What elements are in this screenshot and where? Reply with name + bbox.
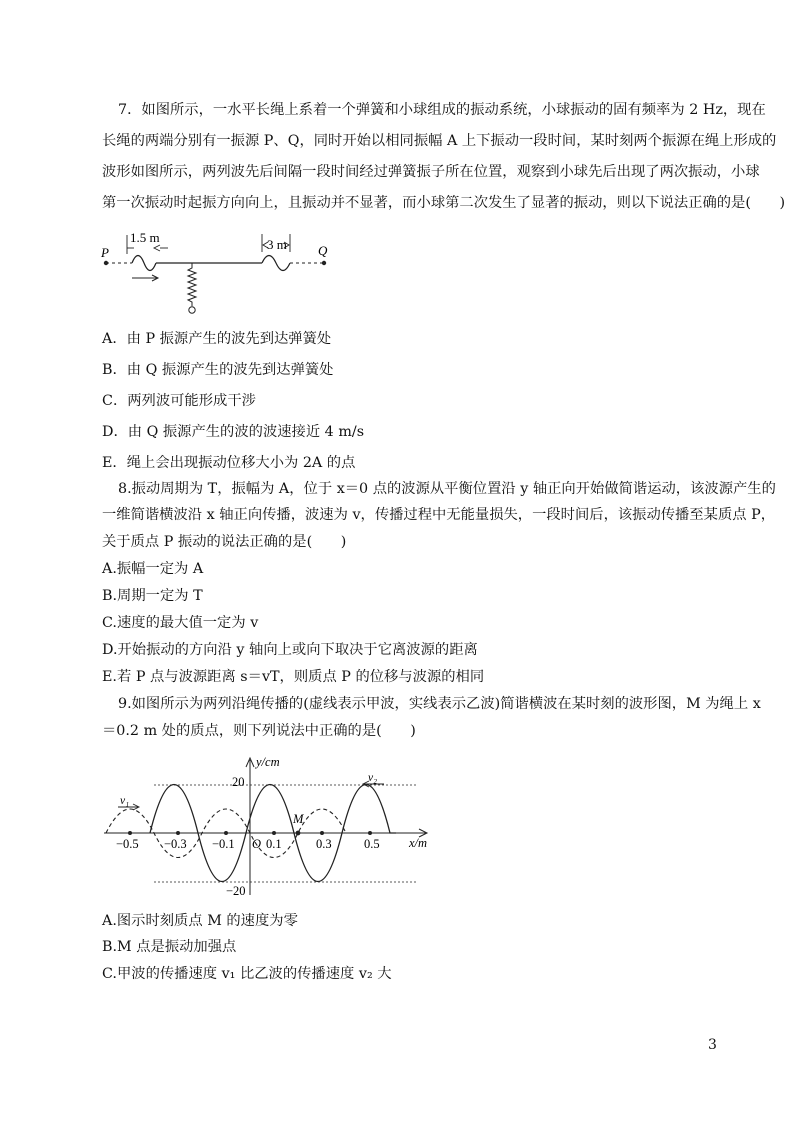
page-number: 3 [708, 1037, 717, 1053]
q9-line-2: ＝0.2 m 处的质点，则下列说法中正确的是( ) [102, 723, 416, 739]
v1-label: v₁ [120, 795, 130, 807]
q7-option-b: B．由 Q 振源产生的波先到达弹簧处 [102, 362, 334, 378]
q8-option-d: D.开始振动的方向沿 y 轴向上或向下取决于它离波源的距离 [102, 642, 478, 658]
q8-option-b: B.周期一定为 T [102, 588, 203, 604]
q8-line-2: 一维简谐横波沿 x 轴正向传播，波速为 v，传播过程中无能量损失，一段时间后，该振动传播至某质点 P， [102, 507, 775, 523]
point-m-label: M [293, 812, 304, 826]
label-q: Q [318, 243, 328, 258]
point-m-dot [296, 831, 301, 836]
x-tick-0-1: 0.1 [266, 837, 282, 851]
q8-option-c: C.速度的最大值一定为 v [102, 615, 259, 631]
y-tick-bottom: −20 [226, 884, 246, 898]
q9-line-1: 9.如图所示为两列沿绳传播的(虚线表示甲波，实线表示乙波)简谐横波在某时刻的波形图，M 为绳上 x [118, 696, 761, 712]
q7-option-a: A．由 P 振源产生的波先到达弹簧处 [102, 331, 332, 347]
label-3m: 3 m [267, 237, 287, 252]
label-1-5m: 1.5 m [130, 230, 160, 245]
q9-option-a: A.图示时刻质点 M 的速度为零 [102, 913, 298, 929]
point-q-dot [322, 261, 326, 265]
origin-label: O [252, 837, 262, 851]
q8-option-e: E.若 P 点与波源距离 s＝vT，则质点 P 的位移与波源的相同 [102, 669, 485, 685]
q7-line-3: 波形如图所示，两列波先后间隔一段时间经过弹簧振子所在位置，观察到小球先后出现了两次振动，小球 [102, 164, 760, 180]
q7-rope-figure [96, 222, 336, 322]
q7-option-d: D．由 Q 振源产生的波的波速接近 4 m/s [102, 424, 365, 440]
q7-line-2: 长绳的两端分别有一振源 P、Q，同时开始以相同振幅 A 上下振动一段时间，某时刻两个振源在绳上形成的 [102, 133, 777, 149]
x-tick-neg-0-1: −0.1 [212, 837, 235, 851]
q8-option-a: A.振幅一定为 A [102, 561, 204, 577]
ball-icon [189, 307, 195, 313]
v2-label: v₂ [368, 772, 378, 784]
q9-option-c: C.甲波的传播速度 v₁ 比乙波的传播速度 v₂ 大 [102, 966, 392, 982]
x-tick-0-3: 0.3 [316, 837, 332, 851]
q7-option-c: C．两列波可能形成干涉 [102, 393, 256, 409]
x-tick-neg-0-5: −0.5 [116, 837, 139, 851]
q8-line-1: 8.振动周期为 T，振幅为 A，位于 x＝0 点的波源从平衡位置沿 y 轴正向开始做简谐运动，该波源产生的 [118, 481, 776, 497]
q7-option-e: E．绳上会出现振动位移大小为 2A 的点 [102, 455, 356, 471]
q9-wave-figure [96, 750, 436, 900]
q9-option-b: B.M 点是振动加强点 [102, 939, 237, 955]
y-tick-top: 20 [232, 775, 245, 789]
x-tick-0-5: 0.5 [364, 837, 380, 851]
q7-line-1: 7．如图所示，一水平长绳上系着一个弹簧和小球组成的振动系统，小球振动的固有频率为 2 Hz，现在 [118, 102, 766, 118]
label-p: P [101, 245, 109, 260]
point-p-dot [104, 261, 108, 265]
q7-line-4: 第一次振动时起振方向向上，且振动并不显著，而小球第二次发生了显著的振动，则以下说法正确的是( ) [102, 195, 786, 211]
y-axis-label: y/cm [256, 755, 280, 769]
q8-line-3: 关于质点 P 振动的说法正确的是( ) [102, 534, 347, 550]
spring-icon [188, 263, 196, 306]
x-tick-neg-0-3: −0.3 [164, 837, 187, 851]
x-axis-label: x/m [409, 836, 428, 850]
